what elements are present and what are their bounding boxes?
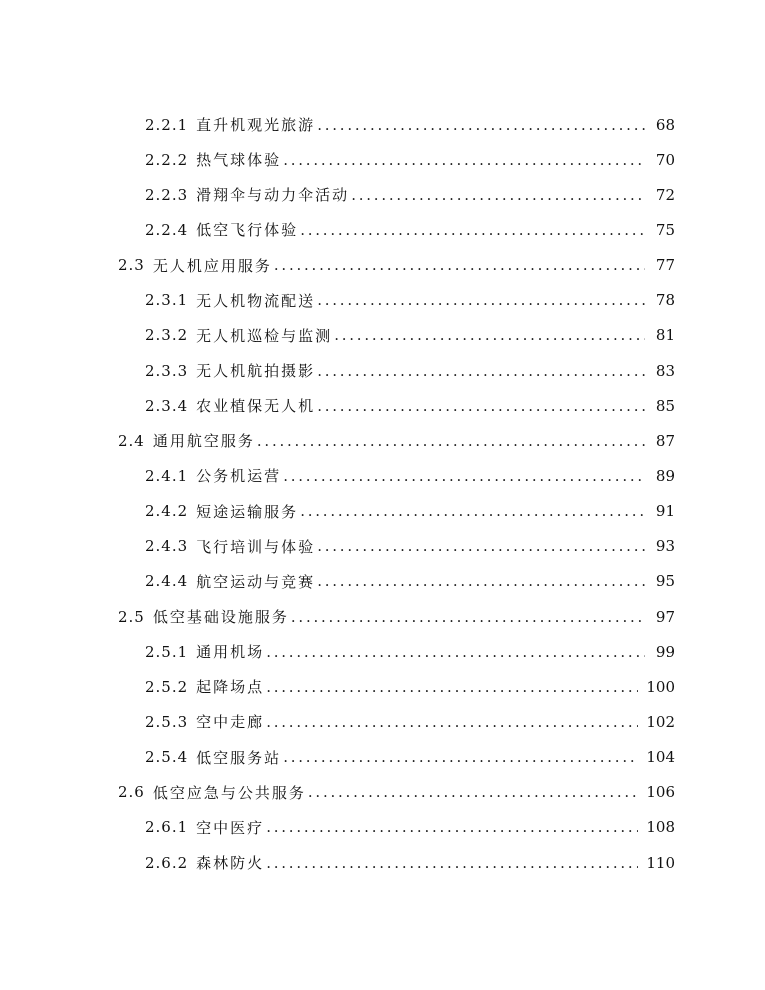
dot-leader [334,326,645,344]
toc-number: 2.2.3 [145,185,189,204]
toc-title: 通用机场 [196,643,265,662]
toc-page-number: 75 [655,220,675,239]
dot-leader [351,186,645,204]
toc-title: 农业植保无人机 [196,397,316,416]
toc-title: 无人机航拍摄影 [196,362,316,381]
toc-entry[interactable] [0,423,765,458]
toc-title: 低空服务站 [196,748,282,767]
toc-page-number: 93 [655,537,675,556]
toc-page-number: 104 [646,748,675,767]
toc-number: 2.4.3 [145,537,189,556]
toc-title: 无人机物流配送 [196,291,316,310]
toc-title: 热气球体验 [196,151,282,170]
toc-entry[interactable] [0,107,765,142]
toc-entry[interactable] [0,599,765,634]
toc-page-number: 102 [646,712,675,731]
table-of-contents [0,107,765,880]
dot-leader [317,362,645,380]
toc-entry[interactable] [0,353,765,388]
toc-number: 2.6 [118,783,145,802]
toc-entry[interactable] [0,177,765,212]
toc-title: 低空基础设施服务 [152,608,289,627]
toc-title: 空中医疗 [196,818,265,837]
dot-leader [317,116,645,134]
toc-number: 2.2.4 [145,220,189,239]
dot-leader [266,678,638,696]
toc-title: 飞行培训与体验 [196,537,316,556]
toc-title: 低空应急与公共服务 [152,783,306,802]
toc-title: 航空运动与竞赛 [196,572,316,591]
toc-entry[interactable] [0,564,765,599]
toc-entry[interactable] [0,388,765,423]
toc-page-number: 106 [646,783,675,802]
dot-leader [317,291,645,309]
toc-title: 直升机观光旅游 [196,116,316,135]
toc-entry[interactable] [0,458,765,493]
toc-entry[interactable] [0,212,765,247]
toc-number: 2.6.1 [145,818,189,837]
toc-page-number: 81 [655,326,675,345]
toc-number: 2.4.2 [145,502,189,521]
toc-number: 2.2.2 [145,150,189,169]
toc-title: 无人机应用服务 [152,256,272,275]
dot-leader [300,502,645,520]
toc-number: 2.5.2 [145,677,189,696]
toc-page-number: 70 [655,150,675,169]
toc-title: 起降场点 [196,678,265,697]
toc-page-number: 110 [646,853,675,872]
toc-page-number: 91 [655,502,675,521]
toc-title: 空中走廊 [196,713,265,732]
toc-page-number: 85 [655,396,675,415]
dot-leader [274,256,645,274]
dot-leader [308,783,638,801]
toc-title: 通用航空服务 [152,432,255,451]
toc-title: 短途运输服务 [196,502,299,521]
toc-title: 滑翔伞与动力伞活动 [196,186,350,205]
toc-number: 2.5.3 [145,712,189,731]
toc-number: 2.2.1 [145,115,189,134]
dot-leader [283,467,645,485]
toc-entry[interactable] [0,494,765,529]
toc-entry[interactable] [0,845,765,880]
toc-page-number: 83 [655,361,675,380]
dot-leader [266,818,638,836]
dot-leader [283,151,645,169]
toc-entry[interactable] [0,775,765,810]
toc-page-number: 72 [655,185,675,204]
toc-page-number: 108 [646,818,675,837]
dot-leader [317,572,645,590]
toc-number: 2.5.4 [145,748,189,767]
dot-leader [291,608,645,626]
dot-leader [266,713,638,731]
toc-entry[interactable] [0,283,765,318]
toc-number: 2.3 [118,256,145,275]
toc-page-number: 77 [655,256,675,275]
dot-leader [266,643,645,661]
toc-page-number: 89 [655,466,675,485]
toc-number: 2.3.4 [145,396,189,415]
toc-entry[interactable] [0,704,765,739]
toc-page-number: 68 [655,115,675,134]
toc-entry[interactable] [0,142,765,177]
toc-number: 2.3.3 [145,361,189,380]
toc-number: 2.5 [118,607,145,626]
toc-entry[interactable] [0,318,765,353]
toc-title: 无人机巡检与监测 [196,326,333,345]
toc-number: 2.3.1 [145,291,189,310]
dot-leader [300,221,645,239]
dot-leader [317,537,645,555]
toc-number: 2.4.4 [145,572,189,591]
toc-entry[interactable] [0,529,765,564]
toc-page-number: 78 [655,291,675,310]
toc-page-number: 95 [655,572,675,591]
toc-title: 低空飞行体验 [196,221,299,240]
toc-entry[interactable] [0,669,765,704]
toc-number: 2.5.1 [145,642,189,661]
toc-page-number: 100 [646,677,675,696]
dot-leader [283,748,638,766]
toc-page-number: 87 [655,431,675,450]
dot-leader [317,397,645,415]
toc-page-number: 99 [655,642,675,661]
toc-number: 2.6.2 [145,853,189,872]
toc-title: 公务机运营 [196,467,282,486]
toc-entry[interactable] [0,248,765,283]
toc-entry[interactable] [0,740,765,775]
toc-entry[interactable] [0,634,765,669]
toc-number: 2.4 [118,431,145,450]
toc-number: 2.3.2 [145,326,189,345]
toc-number: 2.4.1 [145,466,189,485]
toc-entry[interactable] [0,810,765,845]
dot-leader [257,432,645,450]
toc-page-number: 97 [655,607,675,626]
toc-title: 森林防火 [196,854,265,873]
dot-leader [266,854,638,872]
